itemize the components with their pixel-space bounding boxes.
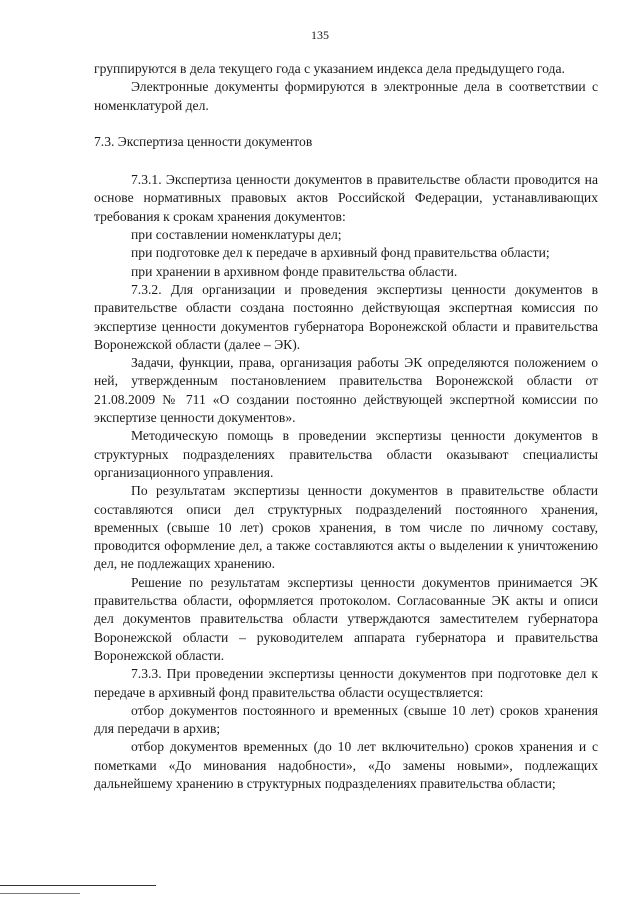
- paragraph: Электронные документы формируются в электронные дела в соответствии с номенклатурой дел.: [94, 79, 598, 113]
- list-item: отбор документов временных (до 10 лет включительно) сроков хранения и с пометками «До минования надобности», «До замены новыми», подлежащих дальнейшему хранению в структурных подразделениях правительства области;: [94, 739, 598, 791]
- paragraph: 7.3.2. Для организации и проведения экспертизы ценности документов в правительстве области создана постоянно действующая экспертная комиссия по экспертизе ценности документов губернатора Воронежской области и правительства Воронежской области (далее – ЭК).: [94, 281, 598, 352]
- paragraph: 7.3.1. Экспертиза ценности документов в правительстве области проводится на основе нормативных правовых актов Российской Федерации, устанавливающих требования к срокам хранения документов:: [94, 172, 598, 224]
- paragraph: группируются в дела текущего года с указанием индекса дела предыдущего года.: [94, 61, 565, 76]
- paragraph: По результатам экспертизы ценности документов в правительстве области составляются описи дел структурных подразделений постоянного хранения, временных (свыше 10 лет) сроков хранения, в том числе по личному составу, проводится оформление дел, а также составляются акты о выделении к уничтожению дел, не подлежащих хранению.: [94, 483, 598, 572]
- list-item: при составлении номенклатуры дел;: [131, 227, 342, 243]
- footer-divider: [0, 893, 80, 894]
- section-heading: 7.3. Экспертиза ценности документов: [94, 133, 313, 149]
- list-item: отбор документов постоянного и временных (свыше 10 лет) сроков хранения для передачи в архив;: [94, 702, 598, 737]
- footer-divider: [0, 885, 156, 886]
- paragraph: Решение по результатам экспертизы ценности документов принимается ЭК правительства области, оформляется протоколом. Согласованные ЭК акты и описи дел документов правительства области утверждаются заместителем губернатора Воронежской области – руководителем аппарата губернатора и правительства Воронежской области.: [94, 574, 598, 663]
- page-number: 135: [311, 28, 329, 42]
- paragraph: 7.3.3. При проведении экспертизы ценности документов при подготовке дел к передаче в архивный фонд правительства области осуществляется:: [94, 666, 598, 700]
- document-body: [94, 60, 598, 793]
- paragraph: Задачи, функции, права, организация работы ЭК определяются положением о ней, утвержденным постановлением правительства Воронежской области от 21.08.2009 № 711 «О создании постоянно действующей экспертной комиссии по экспертизе ценности документов».: [94, 355, 598, 426]
- paragraph: Методическую помощь в проведении экспертизы ценности документов в структурных подразделениях правительства области оказывают специалисты организационного управления.: [94, 428, 598, 480]
- list-item: при хранении в архивном фонде правительства области.: [131, 263, 458, 279]
- list-item: при подготовке дел к передаче в архивный фонд правительства области;: [131, 245, 550, 261]
